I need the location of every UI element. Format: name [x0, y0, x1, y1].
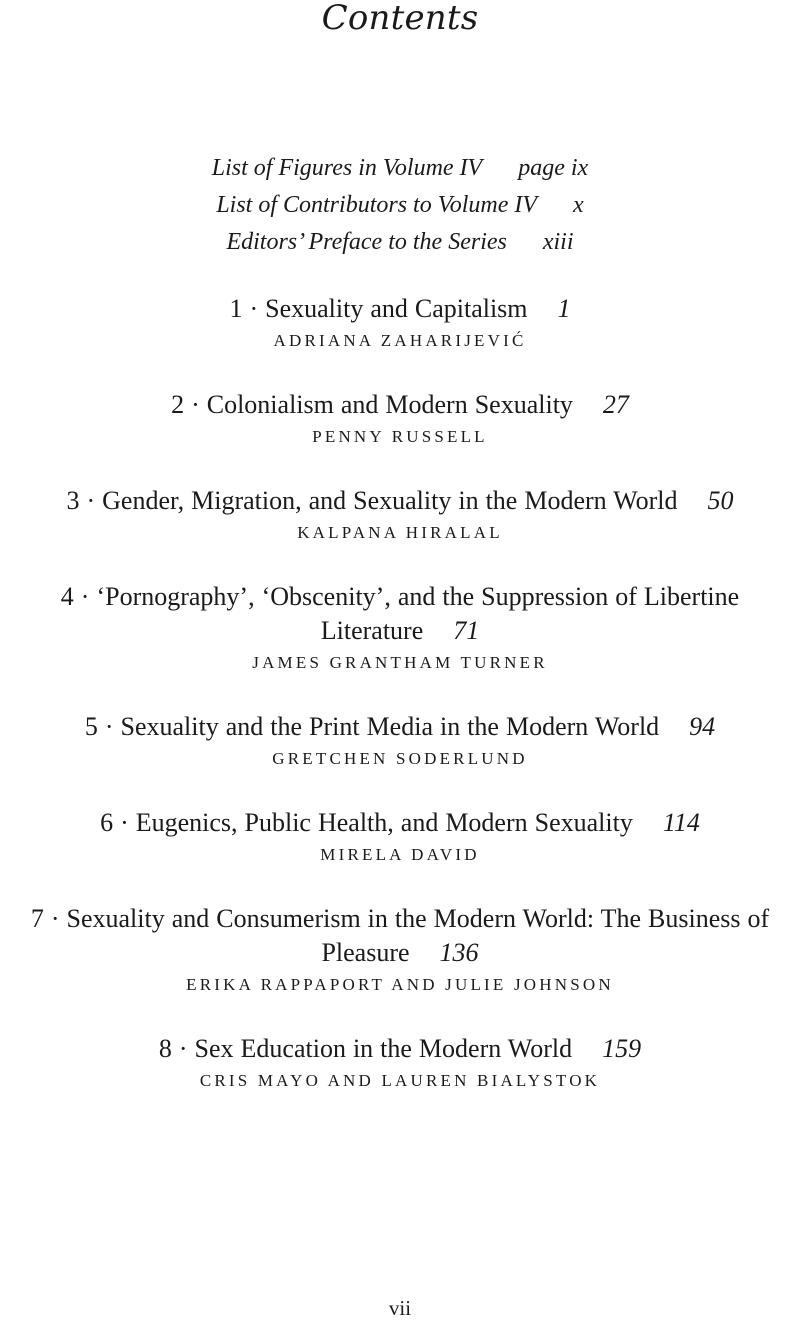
chapter-list [0, 292, 800, 1093]
front-matter-page: page ix [518, 155, 589, 181]
front-matter-label: List of Figures in Volume IV [211, 155, 483, 181]
front-matter-page: xiii [542, 229, 574, 255]
chapter-title: 8 · Sex Education in the Modern World [158, 1034, 573, 1063]
front-matter-item[interactable] [0, 150, 800, 187]
chapter-entry[interactable] [0, 1032, 800, 1093]
chapter-author: MIRELA DAVID [320, 845, 480, 864]
chapter-title: 2 · Colonialism and Modern Sexuality [171, 390, 573, 419]
front-matter-page: x [573, 192, 584, 218]
chapter-entry[interactable] [0, 292, 800, 353]
chapter-author: GRETCHEN SODERLUND [272, 749, 528, 768]
front-matter-item[interactable] [0, 187, 800, 224]
chapter-entry[interactable] [0, 710, 800, 771]
chapter-title: 5 · Sexuality and the Print Media in the Modern World [84, 712, 660, 741]
chapter-entry[interactable] [0, 902, 800, 997]
chapter-page: 27 [602, 390, 629, 419]
chapter-author: ADRIANA ZAHARIJEVIĆ [273, 331, 527, 350]
chapter-title: 7 · Sexuality and Consumerism in the Modern World: The Business of Pleasure [30, 904, 770, 967]
chapter-page: 71 [453, 616, 480, 645]
front-matter-label: List of Contributors to Volume IV [216, 192, 538, 218]
chapter-author: CRIS MAYO AND LAUREN BIALYSTOK [199, 1071, 601, 1090]
chapter-page: 114 [662, 808, 700, 837]
chapter-title: 3 · Gender, Migration, and Sexuality in the Modern World [66, 486, 678, 515]
chapter-entry[interactable] [0, 806, 800, 867]
chapter-page: 94 [689, 712, 716, 741]
chapter-author: JAMES GRANTHAM TURNER [252, 653, 548, 672]
chapter-title: 6 · Eugenics, Public Health, and Modern Sexuality [100, 808, 633, 837]
chapter-page: 50 [707, 486, 734, 515]
chapter-author: PENNY RUSSELL [312, 427, 488, 446]
chapter-title: 4 · ‘Pornography’, ‘Obscenity’, and the Suppression of Libertine Literature [60, 582, 740, 645]
page-number: vii [388, 1296, 412, 1320]
chapter-page: 136 [439, 938, 479, 967]
front-matter-item[interactable] [0, 224, 800, 261]
chapter-entry[interactable] [0, 388, 800, 449]
chapter-entry[interactable] [0, 484, 800, 545]
front-matter-list [0, 150, 800, 261]
chapter-page: 159 [602, 1034, 642, 1063]
front-matter-label: Editors’ Preface to the Series [226, 229, 507, 255]
chapter-entry[interactable] [0, 580, 800, 675]
chapter-author: KALPANA HIRALAL [297, 523, 503, 542]
page-title: Contents [321, 0, 479, 38]
chapter-title: 1 · Sexuality and Capitalism [229, 294, 528, 323]
chapter-author: ERIKA RAPPAPORT AND JULIE JOHNSON [186, 975, 614, 994]
chapter-page: 1 [557, 294, 571, 323]
